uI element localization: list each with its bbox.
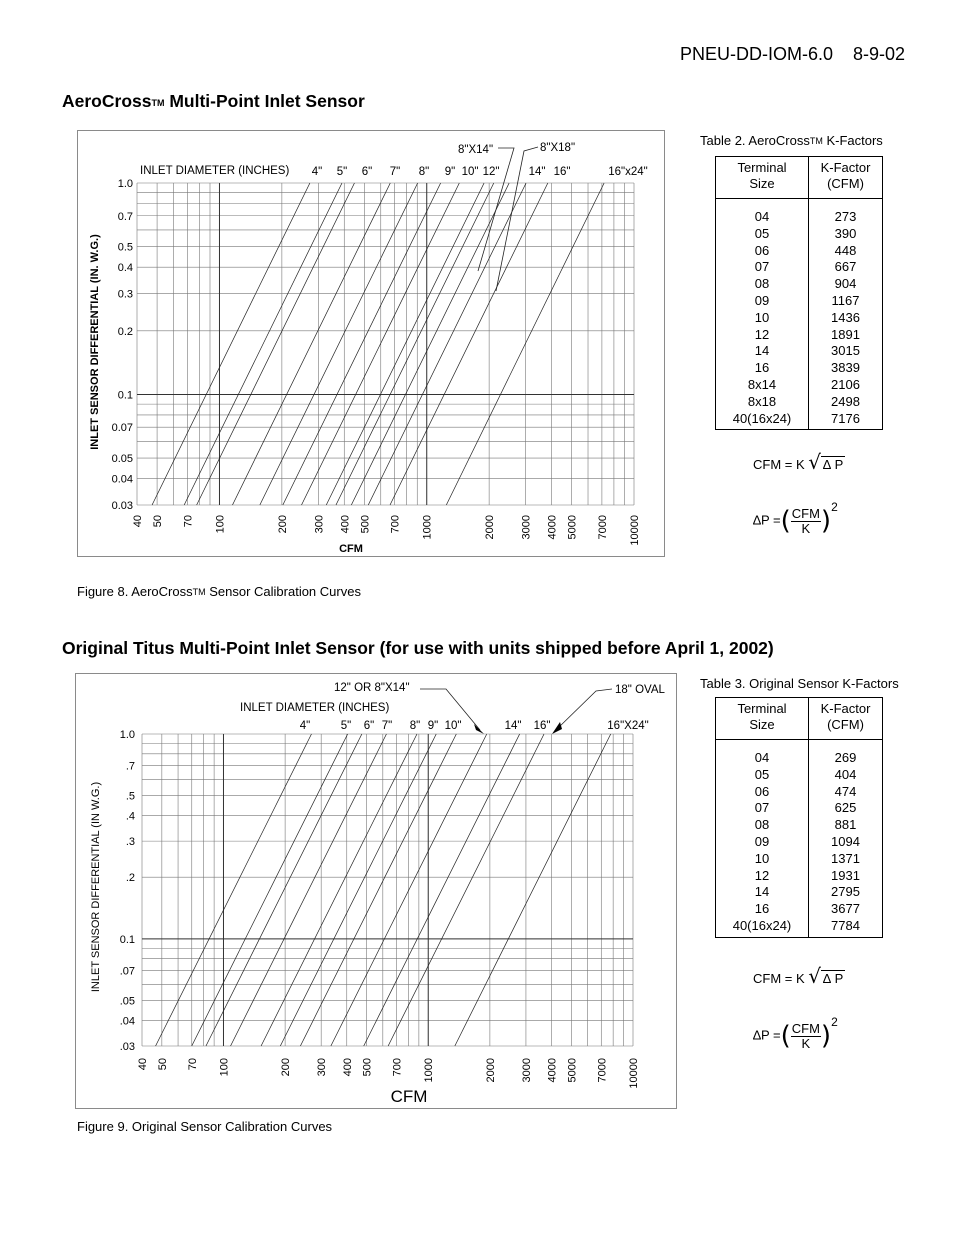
caption-text-suffix: K-Factors	[822, 133, 883, 148]
diameter-label: 16"	[553, 166, 571, 178]
cfm-formula	[753, 450, 845, 474]
x-tick-label: 50	[156, 1058, 169, 1071]
y-tick-label: 1.0	[117, 178, 133, 190]
table-cell: 904	[834, 276, 857, 292]
y-axis-label: INLET SENSOR DIFFERENTIAL (IN. W.G.)	[89, 234, 101, 450]
calibration-curve	[301, 183, 459, 505]
diameter-label: 5"	[340, 720, 352, 732]
x-tick-label: 500	[361, 1058, 374, 1077]
formula-radicand: ∆ P	[823, 971, 844, 986]
fraction-numerator: CFM	[791, 505, 820, 521]
cfm-formula-2	[753, 964, 845, 988]
diameter-label: 16"X24"	[607, 720, 649, 732]
table-cell: 8x14	[747, 376, 777, 392]
trademark-mark: TM	[151, 98, 165, 108]
x-tick-label: 200	[276, 515, 289, 534]
y-tick-label: .5	[125, 790, 135, 803]
paren-open-icon: (	[780, 506, 791, 536]
x-tick-label: 40	[137, 1058, 149, 1071]
terminal-size-column	[716, 740, 809, 938]
diameter-label: 9"	[427, 720, 439, 732]
table-cell: 7784	[831, 917, 860, 933]
callout-label: 18" OVAL	[615, 684, 665, 696]
x-tick-label: 7000	[596, 515, 609, 540]
table-cell: 1094	[831, 833, 860, 849]
table-cell: 16	[754, 360, 770, 376]
callout-label: 8"X18"	[540, 142, 576, 154]
section-title-original: Original Titus Multi-Point Inlet Sensor (for use with units shipped before April 1, 2002)	[62, 638, 774, 658]
table-cell: 625	[834, 800, 857, 816]
x-tick-label: 100	[214, 515, 227, 534]
formula-lhs: CFM = K	[753, 971, 805, 986]
table-cell: 273	[834, 209, 857, 224]
title-text-suffix: Multi-Point Inlet Sensor	[164, 91, 365, 111]
table-cell: 404	[834, 766, 857, 782]
diameter-label: 6"	[361, 166, 373, 178]
x-tick-label: 10000	[628, 1058, 640, 1089]
y-tick-label: 0.7	[117, 210, 133, 223]
x-tick-label: 5000	[566, 515, 579, 540]
x-tick-label: 200	[280, 1058, 293, 1077]
table-cell: 12	[754, 867, 770, 883]
table-cell: 8x18	[747, 393, 777, 409]
x-tick-label: 1000	[423, 1058, 436, 1083]
x-tick-label: 3000	[520, 1058, 533, 1083]
x-axis-label: CFM	[339, 543, 363, 555]
y-tick-label: 0.3	[117, 288, 133, 301]
table-cell: 667	[834, 259, 857, 275]
x-tick-label: 400	[339, 515, 352, 534]
calibration-curve	[260, 183, 418, 505]
trademark-mark: TM	[192, 587, 206, 597]
diameter-label: 5"	[336, 166, 348, 178]
fraction	[791, 1022, 821, 1051]
chart-svg	[76, 674, 676, 1108]
diameter-label: 7"	[381, 720, 393, 732]
table-2-caption	[700, 133, 883, 148]
x-tick-label: 300	[313, 515, 326, 534]
callout-leader	[556, 689, 612, 730]
calibration-curve	[152, 183, 310, 505]
y-tick-label: .03	[119, 1041, 135, 1053]
table-cell: 1931	[831, 867, 860, 883]
x-tick-label: 2000	[484, 1058, 497, 1083]
original-calibration-chart	[75, 673, 677, 1109]
y-tick-label: 1.0	[119, 729, 135, 741]
y-tick-label: 0.07	[111, 422, 133, 435]
table-cell: 40(16x24)	[732, 917, 792, 933]
table-cell: 09	[754, 833, 770, 849]
calibration-curve	[232, 183, 390, 505]
document-id	[680, 44, 905, 65]
trademark-mark: TM	[809, 136, 823, 146]
y-tick-label: .04	[119, 1015, 135, 1028]
table-cell: 3839	[831, 360, 860, 376]
diameter-label: 14"	[504, 720, 522, 732]
table-cell: 2795	[831, 884, 860, 900]
y-tick-label: .4	[125, 810, 135, 823]
table-cell: 1891	[831, 326, 860, 342]
sqrt-icon: √	[808, 450, 822, 474]
sqrt-icon: √	[808, 964, 822, 988]
y-tick-label: .2	[125, 872, 135, 885]
table-cell: 10	[754, 850, 770, 866]
diameter-label: 16"	[533, 720, 551, 732]
x-tick-label: 1000	[421, 515, 434, 540]
fraction-denominator: K	[801, 1035, 811, 1051]
calibration-curve	[364, 734, 520, 1046]
table-3-caption: Table 3. Original Sensor K-Factors	[700, 676, 899, 691]
table-cell: 04	[754, 750, 770, 765]
header-text: K-Factor (CFM)	[820, 701, 871, 732]
y-tick-label: .05	[119, 995, 135, 1008]
caption-text: Table 2. AeroCross	[700, 133, 810, 148]
x-tick-label: 7000	[596, 1058, 609, 1083]
table-cell: 06	[754, 242, 770, 258]
calibration-curve	[280, 734, 436, 1046]
formula-lhs: CFM = K	[753, 457, 805, 472]
calibration-curve	[351, 183, 509, 505]
y-tick-label: 0.1	[119, 933, 135, 946]
table-cell: 269	[834, 750, 857, 765]
callout-arrow-icon	[474, 724, 484, 734]
diameter-label: 8"	[409, 720, 421, 732]
x-axis-label: CFM	[390, 1087, 428, 1106]
calibration-curve	[388, 734, 544, 1046]
x-tick-label: 40	[132, 515, 144, 528]
diameter-label: 10"	[444, 720, 462, 732]
y-tick-label: 0.03	[111, 500, 133, 512]
figure-9-caption: Figure 9. Original Sensor Calibration Curves	[77, 1119, 333, 1134]
column-header-k-factor	[809, 698, 883, 740]
calibration-curve	[192, 734, 348, 1046]
y-tick-label: .07	[119, 965, 135, 978]
x-tick-label: 10000	[629, 515, 641, 546]
x-tick-label: 4000	[546, 1058, 559, 1083]
y-tick-label: 0.05	[111, 453, 133, 466]
x-tick-label: 100	[218, 1058, 231, 1077]
table-cell: 05	[754, 766, 770, 782]
formula-lhs: ∆P =	[753, 512, 781, 528]
calibration-curve	[156, 734, 312, 1046]
calibration-curve	[261, 734, 417, 1046]
column-header-terminal-size	[716, 698, 809, 740]
k-factor-column	[809, 199, 883, 430]
y-tick-label: 0.2	[117, 325, 133, 338]
diameter-label: 16"x24"	[608, 166, 648, 178]
y-tick-label: .3	[125, 836, 135, 849]
x-tick-label: 70	[182, 515, 195, 528]
diameter-label: 9"	[444, 166, 456, 178]
legend-title: INLET DIAMETER (INCHES)	[240, 702, 390, 714]
x-tick-label: 500	[359, 515, 372, 534]
diameter-label: 4"	[299, 720, 311, 732]
paren-close-icon: )	[820, 506, 832, 536]
table-cell: 07	[754, 800, 770, 816]
figure-8-caption	[77, 584, 361, 599]
paren-close-icon: )	[820, 1021, 832, 1051]
aerocross-calibration-chart	[77, 130, 665, 557]
table-cell: 04	[754, 209, 770, 224]
x-tick-label: 3000	[520, 515, 533, 540]
caption-text-suffix: Sensor Calibration Curves	[205, 584, 361, 599]
table-cell: 881	[834, 817, 857, 833]
y-tick-label: .7	[125, 760, 135, 773]
doc-date: 8-9-02	[853, 44, 906, 64]
table-cell: 06	[754, 783, 770, 799]
fraction-denominator: K	[801, 520, 811, 536]
table-cell: 07	[754, 259, 770, 275]
k-factor-table-original	[715, 697, 883, 938]
fraction	[791, 507, 821, 536]
section-title-aerocross	[62, 91, 365, 112]
calibration-curve	[331, 734, 487, 1046]
diameter-label: 8"	[418, 166, 430, 178]
x-tick-label: 400	[341, 1058, 354, 1077]
header-text: K-Factor (CFM)	[820, 160, 871, 191]
calibration-curve	[326, 183, 484, 505]
table-cell: 40(16x24)	[732, 410, 792, 426]
formula-lhs: ∆P =	[753, 1027, 781, 1043]
title-text: AeroCross	[62, 91, 152, 111]
x-tick-label: 300	[316, 1058, 329, 1077]
exponent: 2	[831, 1015, 838, 1029]
calibration-curve	[197, 183, 355, 505]
calibration-curve	[368, 183, 526, 505]
k-factor-table-aerocross	[715, 156, 883, 430]
callout-label: 12" OR 8"X14"	[334, 682, 410, 694]
calibration-curve	[206, 734, 362, 1046]
x-tick-label: 4000	[546, 515, 559, 540]
callout-label: 8"X14"	[458, 144, 494, 156]
diameter-label: 14"	[528, 166, 546, 178]
header-text: Terminal Size	[737, 701, 787, 732]
diameter-label: 10"	[461, 166, 479, 178]
x-tick-label: 2000	[484, 515, 497, 540]
column-header-terminal-size	[716, 157, 809, 199]
calibration-curve	[231, 734, 387, 1046]
table-cell: 3677	[831, 901, 860, 917]
table-cell: 16	[754, 901, 770, 917]
doc-number: PNEU-DD-IOM-6.0	[680, 44, 834, 64]
x-tick-label: 70	[186, 1058, 199, 1071]
table-cell: 08	[754, 817, 770, 833]
delta-p-formula-2	[753, 1015, 838, 1051]
chart-svg	[78, 131, 664, 556]
table-cell: 14	[754, 343, 770, 359]
y-axis-label: INLET SENSOR DIFFERENTIAL (IN W.G.)	[90, 781, 102, 993]
header-text: Terminal Size	[737, 160, 787, 191]
table-cell: 1167	[831, 292, 860, 308]
calibration-curve	[390, 183, 548, 505]
table-cell: 2498	[831, 393, 860, 409]
exponent: 2	[831, 500, 838, 514]
table-cell: 1371	[831, 850, 860, 866]
y-tick-label: 0.1	[117, 389, 133, 402]
table-cell: 448	[834, 242, 857, 258]
fraction-numerator: CFM	[791, 1020, 820, 1036]
table-cell: 14	[754, 884, 770, 900]
diameter-label: 4"	[311, 166, 323, 178]
y-tick-label: 0.04	[111, 473, 133, 486]
delta-p-formula	[753, 500, 838, 536]
x-tick-label: 700	[391, 1058, 404, 1077]
table-cell: 05	[754, 225, 770, 241]
table-cell: 474	[834, 783, 857, 799]
y-tick-label: 0.5	[117, 241, 133, 254]
legend-title: INLET DIAMETER (INCHES)	[140, 165, 290, 177]
terminal-size-column	[716, 199, 809, 430]
x-tick-label: 700	[389, 515, 402, 534]
y-tick-label: 0.4	[117, 262, 133, 275]
table-cell: 1436	[831, 309, 860, 325]
column-header-k-factor	[809, 157, 883, 199]
diameter-label: 7"	[389, 166, 401, 178]
x-tick-label: 5000	[566, 1058, 579, 1083]
formula-radicand: ∆ P	[823, 457, 844, 472]
table-cell: 390	[834, 225, 857, 241]
table-cell: 7176	[831, 410, 860, 426]
caption-text: Figure 8. AeroCross	[77, 584, 193, 599]
diameter-label: 6"	[363, 720, 375, 732]
x-tick-label: 50	[152, 515, 165, 528]
k-factor-column	[809, 740, 883, 938]
table-cell: 12	[754, 326, 770, 342]
paren-open-icon: (	[780, 1021, 791, 1051]
diameter-label: 12"	[482, 166, 500, 178]
table-cell: 10	[754, 309, 770, 325]
table-cell: 2106	[831, 376, 860, 392]
table-cell: 08	[754, 276, 770, 292]
callout-arrow-icon	[552, 722, 562, 734]
table-cell: 3015	[831, 343, 860, 359]
table-cell: 09	[754, 292, 770, 308]
calibration-curve	[300, 734, 456, 1046]
